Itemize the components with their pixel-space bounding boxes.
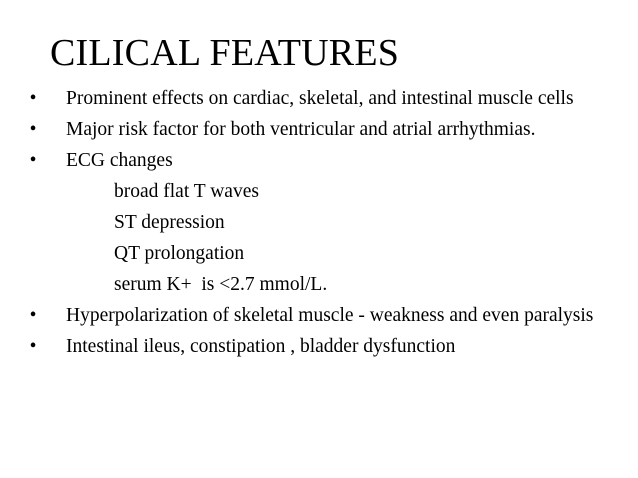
bullet-item (26, 88, 596, 110)
ecg-change-item: ST depression (114, 212, 225, 233)
bullet-text: Major risk factor for both ventricular and atrial arrhythmias. (66, 119, 536, 140)
bullet-dot-icon: • (29, 305, 37, 326)
bullet-text: Prominent effects on cardiac, skeletal, and intestinal muscle cells (66, 88, 574, 109)
ecg-change-item: QT prolongation (114, 243, 245, 264)
ecg-change-item: serum K+ is <2.7 mmol/L. (114, 274, 328, 295)
bullet-dot-icon: • (29, 119, 37, 140)
bullet-item (26, 150, 596, 172)
ecg-change-item: broad flat T waves (114, 181, 259, 202)
bullet-text: Intestinal ileus, constipation , bladder dysfunction (66, 336, 456, 357)
bullet-item (26, 119, 596, 141)
slide-body (26, 88, 596, 367)
slide-title: CILICAL FEATURES (50, 32, 400, 74)
bullet-dot-icon: • (29, 88, 37, 109)
bullet-text: ECG changes (66, 150, 173, 171)
bullet-text: Hyperpolarization of skeletal muscle - weakness and even paralysis (66, 305, 594, 326)
bullet-item (26, 336, 596, 358)
bullet-item (26, 305, 596, 327)
bullet-dot-icon: • (29, 336, 37, 357)
bullet-dot-icon: • (29, 150, 37, 171)
